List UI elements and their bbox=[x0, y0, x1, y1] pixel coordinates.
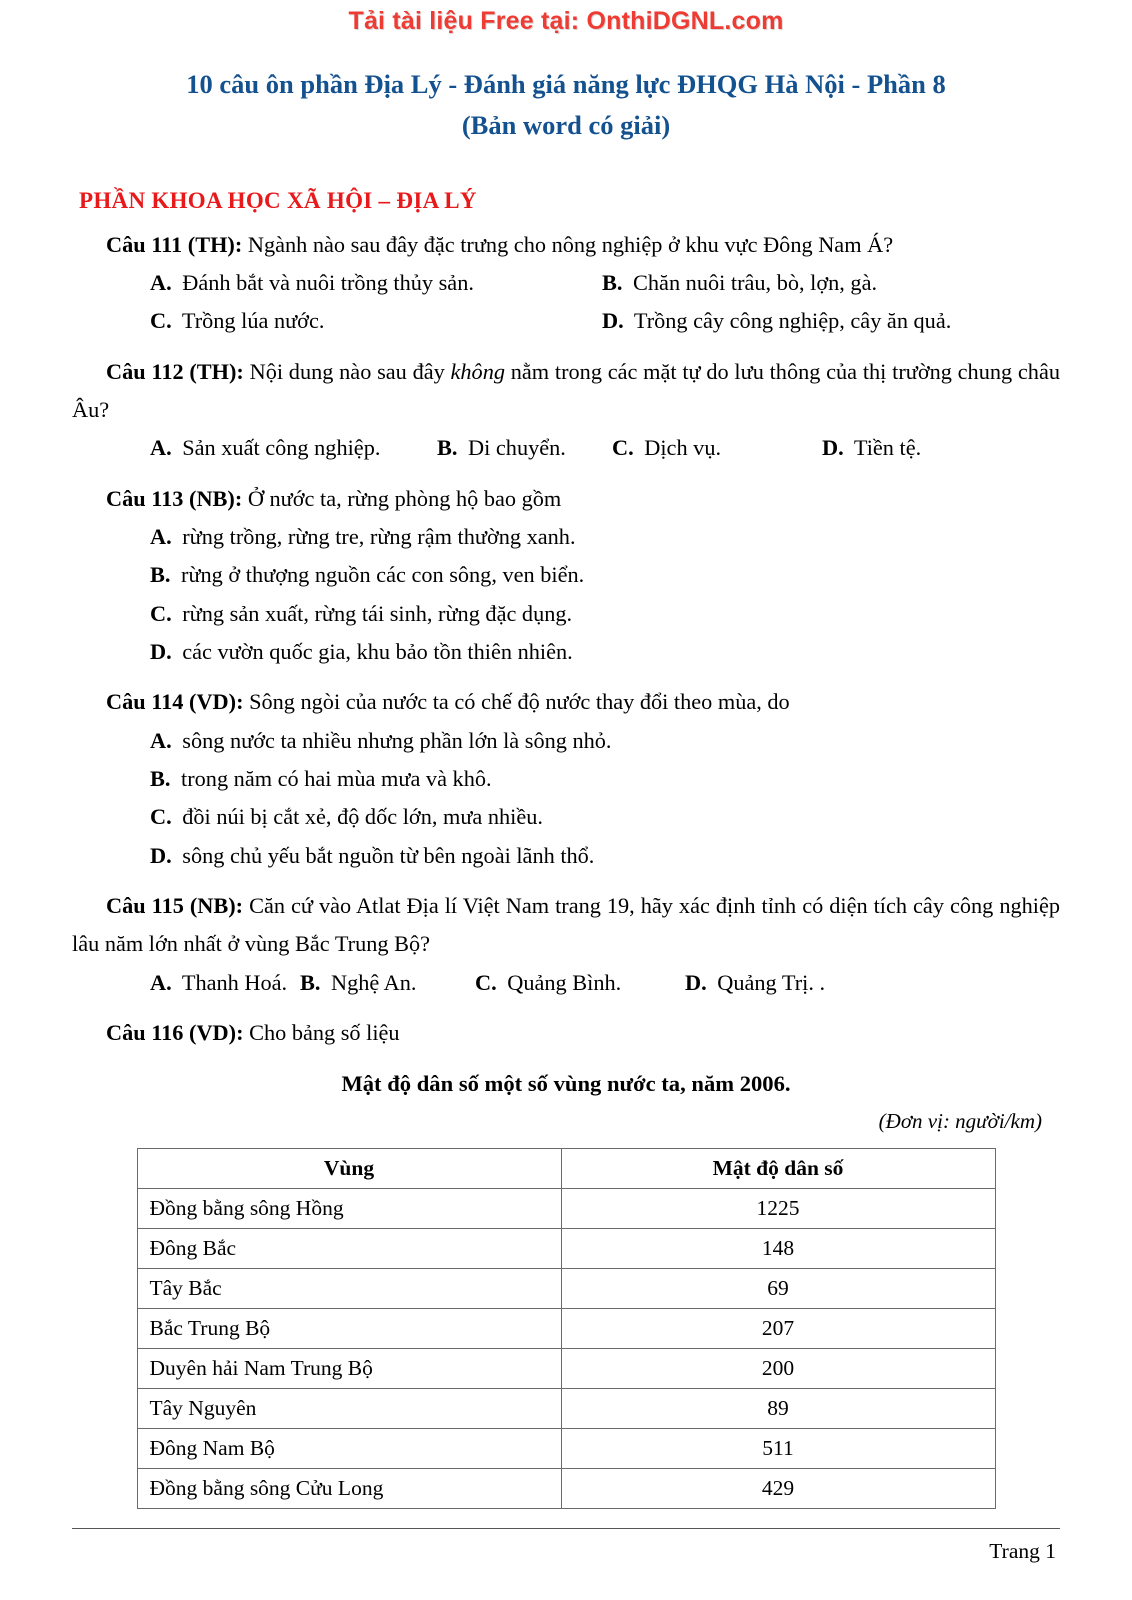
footer-divider bbox=[72, 1528, 1060, 1529]
option-114-a-text: sông nước ta nhiều nhưng phần lớn là sông nhỏ. bbox=[176, 727, 612, 753]
page-number: Trang 1 bbox=[989, 1539, 1056, 1563]
table-cell-region: Đông Nam Bộ bbox=[137, 1428, 561, 1468]
option-113-c-letter: C. bbox=[150, 600, 172, 626]
page-title bbox=[72, 64, 1060, 146]
question-114-stem bbox=[72, 683, 1060, 721]
option-111-a-letter: A. bbox=[150, 269, 172, 295]
option-115-c[interactable] bbox=[475, 964, 685, 1002]
option-115-d-text: Quảng Trị. . bbox=[711, 969, 826, 995]
option-114-d-text: sông chủ yếu bắt nguồn từ bên ngoài lãnh thổ. bbox=[176, 842, 595, 868]
table-cell-region: Đồng bằng sông Cửu Long bbox=[137, 1468, 561, 1508]
option-115-a-letter: A. bbox=[150, 969, 172, 995]
question-111-label: Câu 111 (TH): bbox=[106, 231, 243, 257]
option-115-b-letter: B. bbox=[300, 969, 321, 995]
option-112-b[interactable] bbox=[437, 429, 612, 467]
question-113-label: Câu 113 (NB): bbox=[106, 485, 243, 511]
question-111-stem bbox=[72, 226, 1060, 264]
option-111-b[interactable] bbox=[602, 264, 877, 302]
table-cell-value: 511 bbox=[561, 1428, 995, 1468]
option-115-a-text: Thanh Hoá. bbox=[176, 969, 288, 995]
question-112-options-row bbox=[72, 429, 1060, 467]
option-111-d-text: Trồng cây công nghiệp, cây ăn quả. bbox=[628, 308, 952, 334]
table-unit-note: (Đơn vị: người/km) bbox=[878, 1108, 1042, 1133]
option-112-d-letter: D. bbox=[822, 435, 844, 461]
option-112-b-letter: B. bbox=[437, 435, 458, 461]
option-111-c-text: Trồng lúa nước. bbox=[176, 308, 325, 334]
table-cell-value: 69 bbox=[561, 1268, 995, 1308]
option-114-b-letter: B. bbox=[150, 766, 171, 792]
option-114-a-letter: A. bbox=[150, 727, 172, 753]
population-density-table bbox=[137, 1148, 996, 1509]
option-113-c-text: rừng sản xuất, rừng tái sinh, rừng đặc dụng. bbox=[176, 600, 573, 626]
table-row bbox=[137, 1308, 995, 1348]
question-112-text-emphasis: không bbox=[450, 358, 506, 384]
question-114-label: Câu 114 (VD): bbox=[106, 689, 244, 715]
option-112-a-text: Sản xuất công nghiệp. bbox=[176, 435, 381, 461]
table-cell-value: 1225 bbox=[561, 1188, 995, 1228]
option-114-d[interactable] bbox=[150, 837, 1060, 875]
question-111-options-row1 bbox=[72, 264, 1060, 302]
table-cell-value: 207 bbox=[561, 1308, 995, 1348]
option-113-b-letter: B. bbox=[150, 562, 171, 588]
option-113-d-text: các vườn quốc gia, khu bảo tồn thiên nhiên. bbox=[176, 639, 573, 665]
option-111-a[interactable] bbox=[150, 264, 602, 302]
question-115-label: Câu 115 (NB): bbox=[106, 893, 244, 919]
promo-banner: Tải tài liệu Free tại: OnthiDGNL.com bbox=[348, 7, 784, 35]
option-111-a-text: Đánh bắt và nuôi trồng thủy sản. bbox=[176, 269, 474, 295]
option-112-d-text: Tiền tệ. bbox=[848, 435, 922, 461]
option-115-c-text: Quảng Bình. bbox=[501, 969, 622, 995]
question-113 bbox=[72, 480, 1060, 672]
table-cell-value: 89 bbox=[561, 1388, 995, 1428]
table-cell-value: 200 bbox=[561, 1348, 995, 1388]
table-cell-region: Đông Bắc bbox=[137, 1228, 561, 1268]
table-row bbox=[137, 1428, 995, 1468]
option-111-b-letter: B. bbox=[602, 269, 623, 295]
option-113-a-letter: A. bbox=[150, 524, 172, 550]
table-row bbox=[137, 1388, 995, 1428]
table-cell-region: Tây Bắc bbox=[137, 1268, 561, 1308]
table-cell-region: Đồng bằng sông Hồng bbox=[137, 1188, 561, 1228]
option-115-d[interactable] bbox=[685, 964, 825, 1002]
option-114-c[interactable] bbox=[150, 798, 1060, 836]
option-113-b-text: rừng ở thượng nguồn các con sông, ven biển. bbox=[175, 562, 585, 588]
question-115 bbox=[72, 887, 1060, 1002]
table-row bbox=[137, 1188, 995, 1228]
table-cell-region: Duyên hải Nam Trung Bộ bbox=[137, 1348, 561, 1388]
option-113-a[interactable] bbox=[150, 518, 1060, 556]
question-115-options-row bbox=[72, 964, 1060, 1002]
question-112-label: Câu 112 (TH): bbox=[106, 358, 244, 384]
section-heading: PHẦN KHOA HỌC XÃ HỘI – ĐỊA LÝ bbox=[79, 187, 477, 213]
option-114-c-text: đồi núi bị cắt xẻ, độ dốc lớn, mưa nhiều. bbox=[176, 804, 543, 830]
question-114-options bbox=[72, 722, 1060, 875]
option-113-a-text: rừng trồng, rừng tre, rừng rậm thường xanh. bbox=[176, 524, 576, 550]
question-111-text: Ngành nào sau đây đặc trưng cho nông nghiệp ở khu vực Đông Nam Á? bbox=[242, 231, 894, 257]
table-row bbox=[137, 1468, 995, 1508]
option-111-d-letter: D. bbox=[602, 308, 624, 334]
table-header-row bbox=[137, 1148, 995, 1188]
option-112-c-text: Dịch vụ. bbox=[638, 435, 722, 461]
option-114-a[interactable] bbox=[150, 722, 1060, 760]
option-114-b-text: trong năm có hai mùa mưa và khô. bbox=[175, 766, 492, 792]
option-112-d[interactable] bbox=[822, 429, 921, 467]
table-cell-value: 429 bbox=[561, 1468, 995, 1508]
question-116-text: Cho bảng số liệu bbox=[243, 1020, 400, 1046]
option-112-b-text: Di chuyển. bbox=[462, 435, 566, 461]
option-115-c-letter: C. bbox=[475, 969, 497, 995]
option-115-b-text: Nghệ An. bbox=[325, 969, 417, 995]
option-112-a-letter: A. bbox=[150, 435, 172, 461]
page-title-line1: 10 câu ôn phần Địa Lý - Đánh giá năng lực ĐHQG Hà Nội - Phần 8 bbox=[186, 68, 946, 99]
option-113-b[interactable] bbox=[150, 556, 1060, 594]
question-114 bbox=[72, 683, 1060, 875]
question-116 bbox=[72, 1014, 1060, 1052]
option-114-d-letter: D. bbox=[150, 842, 172, 868]
option-113-c[interactable] bbox=[150, 595, 1060, 633]
question-115-stem bbox=[72, 887, 1060, 964]
option-111-c-letter: C. bbox=[150, 308, 172, 334]
table-row bbox=[137, 1268, 995, 1308]
option-112-c-letter: C. bbox=[612, 435, 634, 461]
question-111 bbox=[72, 226, 1060, 341]
question-112 bbox=[72, 353, 1060, 468]
question-112-text-part2: nằm trong các mặt tự do lưu thông của thị trường chung châu Âu? bbox=[72, 358, 1060, 422]
option-111-c[interactable] bbox=[150, 302, 602, 340]
option-115-a[interactable] bbox=[150, 964, 300, 1002]
option-114-c-letter: C. bbox=[150, 804, 172, 830]
question-113-stem bbox=[72, 480, 1060, 518]
table-header-region: Vùng bbox=[137, 1148, 561, 1188]
question-113-text: Ở nước ta, rừng phòng hộ bao gồm bbox=[242, 485, 562, 511]
table-cell-region: Bắc Trung Bộ bbox=[137, 1308, 561, 1348]
table-header-density: Mật độ dân số bbox=[561, 1148, 995, 1188]
option-115-b[interactable] bbox=[300, 964, 475, 1002]
option-113-d[interactable] bbox=[150, 633, 1060, 671]
option-111-d[interactable] bbox=[602, 302, 951, 340]
table-row bbox=[137, 1228, 995, 1268]
question-112-stem bbox=[72, 353, 1060, 430]
table-row bbox=[137, 1348, 995, 1388]
option-111-b-text: Chăn nuôi trâu, bò, lợn, gà. bbox=[627, 269, 878, 295]
page-title-line2: (Bản word có giải) bbox=[461, 109, 671, 140]
question-115-text: Căn cứ vào Atlat Địa lí Việt Nam trang 19, hãy xác định tỉnh có diện tích cây công nghiệp lâu năm lớn nhất ở vùng Bắc Trung Bộ? bbox=[72, 893, 1060, 957]
question-116-label: Câu 116 (VD): bbox=[106, 1020, 244, 1046]
page-footer bbox=[72, 1528, 1060, 1564]
table-cell-region: Tây Nguyên bbox=[137, 1388, 561, 1428]
option-115-d-letter: D. bbox=[685, 969, 707, 995]
table-title: Mật độ dân số một số vùng nước ta, năm 2006. bbox=[341, 1070, 791, 1096]
option-112-c[interactable] bbox=[612, 429, 822, 467]
option-112-a[interactable] bbox=[150, 429, 437, 467]
table-cell-value: 148 bbox=[561, 1228, 995, 1268]
option-113-d-letter: D. bbox=[150, 639, 172, 665]
option-114-b[interactable] bbox=[150, 760, 1060, 798]
question-111-options-row2 bbox=[72, 302, 1060, 340]
question-114-text: Sông ngòi của nước ta có chế độ nước thay đổi theo mùa, do bbox=[243, 689, 790, 715]
question-112-text-part1: Nội dung nào sau đây bbox=[243, 358, 451, 384]
question-113-options bbox=[72, 518, 1060, 671]
question-116-stem bbox=[72, 1014, 1060, 1052]
